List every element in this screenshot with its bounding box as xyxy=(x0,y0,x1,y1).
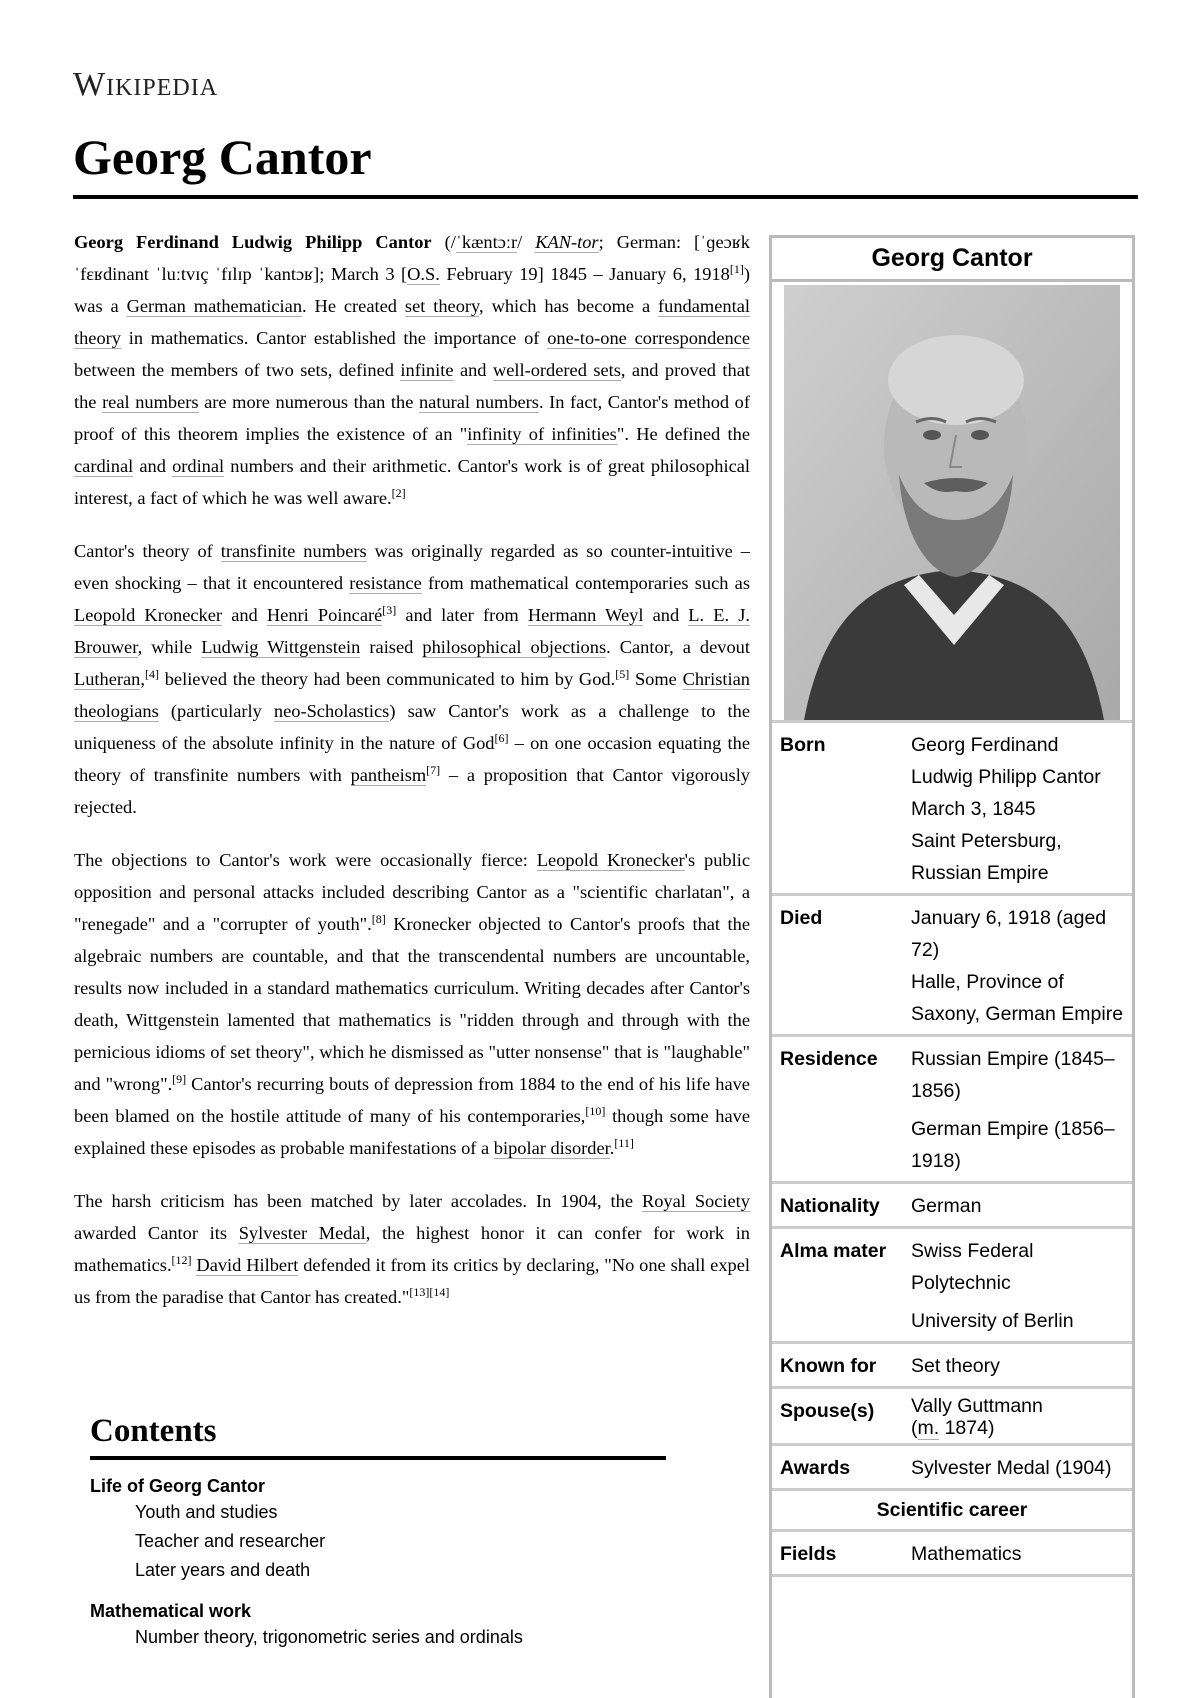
text: , the highest honor it can confer for work in mathematics. xyxy=(74,1223,751,1275)
ref-link[interactable]: [5] xyxy=(615,666,630,681)
text: , xyxy=(140,669,145,689)
known-for-label: Known for xyxy=(780,1355,877,1377)
ref-link[interactable]: [7] xyxy=(426,762,441,777)
link-hilbert[interactable]: David Hilbert xyxy=(196,1255,299,1275)
paragraph-reception xyxy=(74,535,750,823)
portrait-image xyxy=(784,285,1120,720)
birth-date: March 3, 1845 xyxy=(911,798,1036,820)
text: and xyxy=(222,605,267,625)
spouse-label: Spouse(s) xyxy=(780,1400,875,1422)
text: 1874) xyxy=(939,1417,995,1439)
text: and xyxy=(133,456,173,476)
ref-link[interactable]: [8] xyxy=(371,911,386,926)
infobox-row-residence xyxy=(772,1034,1132,1181)
text: February 19] 1845 – January 6, 1918 xyxy=(439,264,730,284)
toc-section[interactable]: Mathematical work xyxy=(90,1601,252,1621)
toc-subsection[interactable]: Number theory, trigonometric series and ordinals xyxy=(135,1627,523,1647)
residence-label: Residence xyxy=(780,1048,878,1070)
toc-subsection[interactable]: Later years and death xyxy=(135,1560,311,1580)
text: and later from xyxy=(396,605,528,625)
link-neo-scholastics[interactable]: neo-Scholastics xyxy=(273,701,390,721)
residence-item[interactable]: German Empire (1856–1918) xyxy=(911,1118,1115,1172)
text: 's public opposition and personal attacks included describing Cantor as a "scientific charlatan", a "renegade" and a "corrupter of youth". xyxy=(74,850,750,934)
text: from mathematical contemporaries such as xyxy=(421,573,750,593)
text: (/ xyxy=(431,232,456,252)
infobox-row-spouse xyxy=(772,1386,1132,1443)
link-natural-numbers[interactable]: natural numbers xyxy=(418,392,539,412)
nationality-value: German xyxy=(911,1195,982,1217)
text: in mathematics. Cantor established the importance of xyxy=(120,328,548,348)
link-wittgenstein[interactable]: Ludwig Wittgenstein xyxy=(201,637,361,657)
text: (particularly xyxy=(158,701,274,721)
text: ( xyxy=(911,1417,918,1439)
infobox xyxy=(769,235,1135,1698)
married-abbr-link[interactable]: m. xyxy=(917,1417,940,1439)
text: Some xyxy=(629,669,683,689)
alma-mater-value xyxy=(911,1235,1124,1337)
link-pantheism[interactable]: pantheism xyxy=(350,765,427,785)
link-real-numbers[interactable]: real numbers xyxy=(102,392,199,412)
link-bipolar-disorder[interactable]: bipolar disorder xyxy=(493,1138,610,1158)
link-royal-society[interactable]: Royal Society xyxy=(641,1191,750,1211)
text: between the members of two sets, defined xyxy=(74,360,401,380)
title-divider xyxy=(73,195,1138,199)
scientific-career-heading: Scientific career xyxy=(772,1488,1132,1529)
old-style-link[interactable]: O.S. xyxy=(407,264,440,284)
ref-link[interactable]: [11] xyxy=(614,1135,634,1150)
infobox-title: Georg Cantor xyxy=(772,238,1132,282)
toc-subsection[interactable]: Youth and studies xyxy=(135,1502,278,1522)
portrait-photo[interactable] xyxy=(784,285,1120,720)
ref-link[interactable]: [3] xyxy=(382,602,397,617)
text: are more numerous than the xyxy=(198,392,419,412)
text: believed the theory had been communicated to him by God. xyxy=(159,669,616,689)
link-well-ordered[interactable]: well-ordered sets xyxy=(492,360,621,380)
text: defended it from its critics by declaring, "No one shall expel us from the paradise that Cantor has created." xyxy=(74,1255,750,1307)
link-kronecker[interactable]: Leopold Kronecker xyxy=(536,850,685,870)
link-set-theory[interactable]: set theory xyxy=(404,296,480,316)
text: . Cantor, a devout xyxy=(606,637,750,657)
text: and xyxy=(453,360,493,380)
text: and xyxy=(643,605,689,625)
link-sylvester-medal[interactable]: Sylvester Medal xyxy=(238,1223,366,1243)
link-infinity[interactable]: infinity of infinities xyxy=(467,424,617,444)
link-poincare[interactable]: Henri Poincaré xyxy=(266,605,383,625)
ref-link[interactable]: [9] xyxy=(172,1071,187,1086)
residence-item[interactable]: Russian Empire (1845–1856) xyxy=(911,1048,1115,1102)
text: numbers and their arithmetic. Cantor's work is of great philosophical interest, a fact of which he was well aware. xyxy=(74,456,750,508)
article-body xyxy=(74,226,750,1334)
known-for-value[interactable]: Set theory xyxy=(911,1355,1000,1377)
text: Cantor's theory of xyxy=(74,541,221,561)
text: Cantor's recurring bouts of depression from 1884 to the end of his life have been blamed on the hostile attitude of many of his contemporaries, xyxy=(74,1074,750,1126)
paragraph-accolades xyxy=(74,1185,750,1313)
ref-link[interactable]: [14] xyxy=(429,1284,450,1299)
link-infinite[interactable]: infinite xyxy=(400,360,454,380)
residence-value xyxy=(911,1043,1124,1177)
infobox-row-continued xyxy=(772,1574,1132,1617)
awards-label: Awards xyxy=(780,1457,851,1479)
text: was originally regarded as so counter-intuitive – even shocking – that it encountered xyxy=(74,541,750,593)
alma-mater-item[interactable]: Swiss Federal Polytechnic xyxy=(911,1240,1034,1294)
ref-link[interactable]: [10] xyxy=(585,1103,606,1118)
toc-subsection[interactable]: Teacher and researcher xyxy=(135,1531,326,1551)
text: though some have explained these episodes as probable manifestations of a xyxy=(74,1106,751,1158)
link-fundamental-theory[interactable]: fundamental theory xyxy=(74,296,750,348)
link-cardinal[interactable]: cardinal xyxy=(74,456,134,476)
link-weyl[interactable]: Hermann Weyl xyxy=(527,605,644,625)
text: The objections to Cantor's work were occasionally fierce: xyxy=(74,850,537,870)
link-ordinal[interactable]: ordinal xyxy=(172,456,225,476)
ref-link[interactable]: [13] xyxy=(409,1284,430,1299)
link-brouwer[interactable]: L. E. J. Brouwer xyxy=(74,605,751,657)
marriage-year xyxy=(911,1417,1124,1439)
died-label: Died xyxy=(780,907,823,929)
infobox-row-nationality xyxy=(772,1181,1132,1226)
alma-mater-label: Alma mater xyxy=(780,1240,887,1262)
text: raised xyxy=(360,637,423,657)
infobox-row-born xyxy=(772,720,1132,893)
link-christian-theologians[interactable]: Christian theologians xyxy=(74,669,751,721)
born-value xyxy=(911,729,1124,889)
text: Kronecker objected to Cantor's proofs that the algebraic numbers are countable, and that the transcendental numbers are uncountable, results now included in a standard mathematics curriculum. Writing decades after Cantor's death, Wittgenstein lamented that mathematics is "ridden through and through with the pernicious idioms of set theory", which he dismissed as "utter nonsense" that is "laughable" and "wrong". xyxy=(74,914,750,1094)
died-value xyxy=(911,902,1124,1030)
ref-link[interactable]: [1] xyxy=(729,261,744,276)
page-title: Georg Cantor xyxy=(73,129,372,185)
ref-link[interactable]: [12] xyxy=(171,1252,192,1267)
wikipedia-logo[interactable]: Wikipedia xyxy=(73,66,219,103)
table-of-contents xyxy=(90,1413,666,1652)
infobox-row-known-for xyxy=(772,1341,1132,1386)
born-label: Born xyxy=(780,734,826,756)
toc-section[interactable]: Life of Georg Cantor xyxy=(90,1476,265,1496)
link-philosophical-objections[interactable]: philosophical objections xyxy=(422,637,607,657)
text: ; German: [ˈɡeɔʁk ˈfɛʁdinant ˈluːtvɪç ˈfɪlɪp ˈkantɔʁ]; March 3 [ xyxy=(74,232,750,284)
infobox-row-died xyxy=(772,893,1132,1034)
text: . xyxy=(609,1138,615,1158)
spouse-value xyxy=(911,1395,1124,1439)
text: The harsh criticism has been matched by later accolades. In 1904, the xyxy=(74,1191,642,1211)
text: ". He defined the xyxy=(616,424,751,444)
death-date: January 6, 1918 (aged 72) xyxy=(911,907,1107,961)
link-kronecker[interactable]: Leopold Kronecker xyxy=(74,605,223,625)
alma-mater-item[interactable]: University of Berlin xyxy=(911,1310,1074,1332)
link-transfinite-numbers[interactable]: transfinite numbers xyxy=(220,541,367,561)
link-german-mathematician[interactable]: German mathematician xyxy=(126,296,303,316)
death-place[interactable]: Halle, Province of Saxony, German Empire xyxy=(911,971,1124,1025)
paragraph-intro xyxy=(74,226,750,514)
text: ) was a xyxy=(74,264,750,316)
awards-value[interactable]: Sylvester Medal (1904) xyxy=(911,1457,1112,1479)
fields-label: Fields xyxy=(780,1543,837,1565)
respelling-link[interactable]: KAN-tor xyxy=(535,232,599,252)
text: , while xyxy=(137,637,202,657)
text: / xyxy=(517,232,536,252)
ref-link[interactable]: [4] xyxy=(145,666,159,681)
ipa-link[interactable]: ˈkæntɔːr xyxy=(455,232,518,252)
link-resistance[interactable]: resistance xyxy=(349,573,422,593)
text: , which has become a xyxy=(479,296,659,316)
ref-link[interactable]: [6] xyxy=(494,730,509,745)
text: . He created xyxy=(302,296,405,316)
birth-name: Georg Ferdinand Ludwig Philipp Cantor xyxy=(911,734,1101,788)
subject-name: Georg Ferdinand Ludwig Philipp Cantor xyxy=(74,232,432,252)
infobox-row-fields xyxy=(772,1529,1132,1574)
ref-link[interactable]: [2] xyxy=(391,485,406,500)
infobox-row-awards xyxy=(772,1443,1132,1488)
spouse-name: Vally Guttmann xyxy=(911,1395,1043,1417)
nationality-label: Nationality xyxy=(780,1195,880,1217)
text: awarded Cantor its xyxy=(74,1223,239,1243)
text: – on one occasion equating the theory of transfinite numbers with xyxy=(74,733,750,785)
fields-value[interactable]: Mathematics xyxy=(911,1543,1022,1565)
text: . In fact, Cantor's method of proof of this theorem implies the existence of an " xyxy=(74,392,750,444)
infobox-row-alma-mater xyxy=(772,1226,1132,1341)
birth-place[interactable]: Saint Petersburg, Russian Empire xyxy=(911,830,1062,884)
link-lutheran[interactable]: Lutheran xyxy=(74,669,141,689)
text: – a proposition that Cantor vigorously rejected. xyxy=(74,765,750,817)
link-one-to-one[interactable]: one-to-one correspondence xyxy=(547,328,750,348)
paragraph-objections xyxy=(74,844,750,1164)
text: ) saw Cantor's work as a challenge to the uniqueness of the absolute infinity in the nature of God xyxy=(74,701,750,753)
text: , and proved that the xyxy=(74,360,750,412)
contents-heading: Contents xyxy=(90,1413,666,1460)
